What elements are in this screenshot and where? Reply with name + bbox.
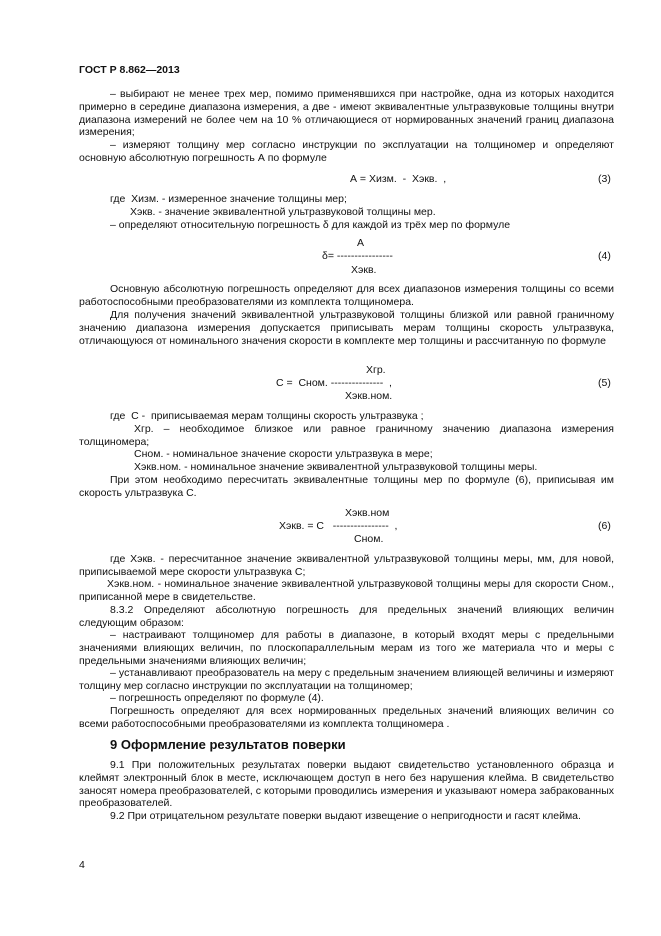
page-number: 4 [79,859,85,871]
bullet-error: – погрешность определяют по формуле (4). [110,692,324,704]
paragraph-measure-thickness: – измеряют толщину мер согласно инструкции по эксплуатации на толщиномер и определяют основную абсолютную погрешность А по формуле [79,139,614,164]
formula-5-denominator: Хэкв.ном. [345,390,393,402]
paragraph-9-1: 9.1 При положительных результатах поверки выдают свидетельство установленного образца и клеймят электронный блок в месте, исключающем доступ в него без нарушения клейма. В свидетельство заносят номера преобразователей, с которыми проводились измерения и указывают номера забракованных преобразователей. [79,759,614,810]
where-3-line-2: Хэкв. - значение эквивалентной ультразвуковой толщины мер. [130,206,436,218]
where-5-line-2: Хгр. – необходимое близкое или равное граничному значению диапазона измерения толщиномера; [79,423,614,448]
formula-3: А = Хизм. - Хэкв. , [350,173,447,185]
where-3-line-3: – определяют относительную погрешность δ для каждой из трёх мер по формуле [110,219,511,231]
formula-6-denominator: Сном. [354,533,384,545]
formula-4-numerator: А [357,237,365,249]
where-5-line-1: где С - приписываемая мерам толщины скорость ультразвука ; [110,410,424,422]
formula-5-numerator: Хгр. [366,364,386,376]
paragraph-recalculate: При этом необходимо пересчитать эквивалентные толщины мер по формуле (6), приписывая им скорость ультразвука С. [79,474,614,499]
formula-5: С = Сном. --------------- , [276,377,392,389]
where-3-line-1: где Хизм. - измеренное значение толщины мер; [110,193,347,205]
paragraph-8-3-2: 8.3.2 Определяют абсолютную погрешность для предельных значений влияющих величин следующим образом: [79,604,614,629]
formula-6: Хэкв. = С ---------------- , [279,520,398,532]
paragraph-obtain-values: Для получения значений эквивалентной ультразвуковой толщины близкой или равной граничному значению диапазона измерения допускается приписывать мерам толщины скорость ультразвука, отличающуюся от номинального значения скорости в комплекте мер толщины и рассчитанную по формуле [79,309,614,347]
bullet-configure: – настраивают толщиномер для работы в диапазоне, в который входят меры с предельными значениями влияющих величин, по плоскопараллельным мерам из того же материала что и меры с предельными значениями влияющих величин; [79,629,614,667]
formula-4-number: (4) [598,250,611,262]
paragraph-basic-error: Основную абсолютную погрешность определяют для всех диапазонов измерения толщины со всеми работоспособными преобразователями из комплекта толщиномера. [79,283,614,308]
document-header: ГОСТ Р 8.862—2013 [79,64,180,76]
paragraph-limit-error: Погрешность определяют для всех нормированных предельных значений влияющих величин со всеми работоспособными преобразователями из комплекта толщиномера . [79,705,614,730]
formula-3-number: (3) [598,173,611,185]
paragraph-select-measures: – выбирают не менее трех мер, помимо применявшихся при настройке, одна из которых находится примерно в середине диапазона измерения, а две - имеют эквивалентные ультразвуковые толщины внутри диапазона измерений не более чем на 10 % отличающиеся от нормированных значений границ диапазона измерения; [79,88,614,139]
formula-6-numerator: Хэкв.ном [345,507,390,519]
where-5-line-4: Хэкв.ном. - номинальное значение эквивалентной ультразвуковой толщины меры. [134,461,538,473]
formula-6-number: (6) [598,520,611,532]
bullet-install: – устанавливают преобразователь на меру с предельным значением влияющей величины и измеряют толщину мер согласно инструкции по эксплуатации на толщиномер; [79,667,614,692]
section-9-title: 9 Оформление результатов поверки [110,737,346,752]
where-6-line-2: Хэкв.ном. - номинальное значение эквивалентной ультразвуковой толщины меры для скорости Сном., приписанной мере в свидетельстве. [79,578,614,603]
formula-4-denominator: Хэкв. [351,264,377,276]
where-6-line-1: где Хэкв. - пересчитанное значение эквивалентной ультразвуковой толщины меры, мм, для новой, приписываемой мере скорости ультразвука С; [79,553,614,578]
formula-5-number: (5) [598,377,611,389]
where-5-line-3: Сном. - номинальное значение скорости ультразвука в мере; [134,448,433,460]
formula-4: δ= ---------------- [322,250,393,262]
paragraph-9-2: 9.2 При отрицательном результате поверки выдают извещение о непригодности и гасят клейма. [110,810,581,822]
